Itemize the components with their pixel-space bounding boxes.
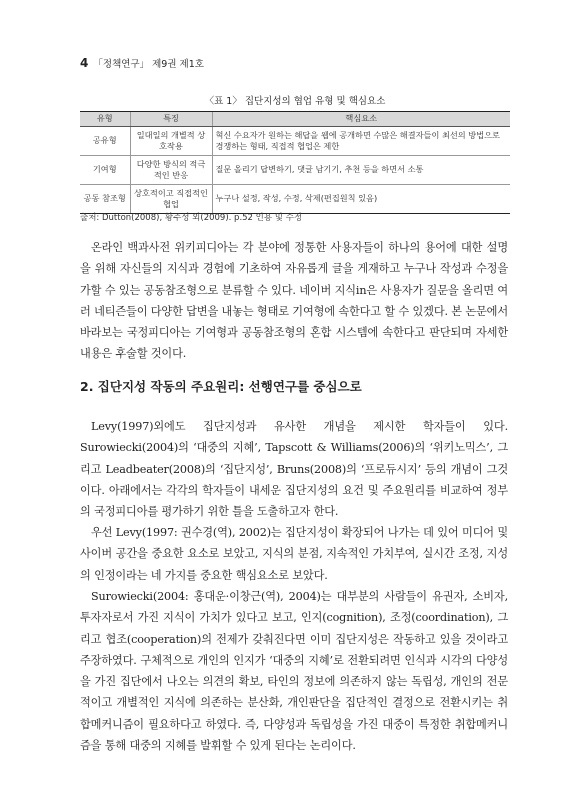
collaboration-type-table [80,111,510,214]
body-paragraph: Levy(1997)외에도 집단지성과 유사한 개념을 제시한 학자들이 있다. Surowiecki(2004)의 ‘대중의 지혜’, Tapscott & Williams(2006)의 ‘위키노믹스’, 그리고 Leadbeater(2008)의 ‘집단지성’, Bruns(2008)의 ‘프로듀시지’ 등의 개념이 그것이다. 아래에서는 각각의 학자들이 내세운 집단지성의 요건 및 주요원리를 비교하여 정부의 국정피디아를 평가하기 위한 틀을 도출하고자 한다. [80,420,508,519]
table-caption: 〈표 1〉 집단지성의 협업 유형 및 핵심요소 [204,96,386,107]
cell-type: 공유형 [80,127,130,156]
body-paragraph: 온라인 백과사전 위키피디아는 각 분야에 정통한 사용자들이 하나의 용어에 대한 설명을 위해 자신들의 지식과 경험에 기초하여 자유롭게 글을 게재하고 누구나 작성과 수정을 가할 수 있는 공동참조형으로 분류할 수 있다. 네이버 지식in은 사용자가 질문을 올리면 여러 네티즌들이 다양한 답변을 내놓는 형태로 기여형에 속한다고 할 수 있겠다. 본 논문에서 바라보는 국정피디아는 기여형과 공동참조형의 혼합 시스템에 속한다고 판단되며 자세한 내용은 후술할 것이다. [80,241,508,361]
cell-type: 공동 참조형 [80,185,130,214]
section-heading: 2. 집단지성 작동의 주요원리: 선행연구를 중심으로 [80,379,362,394]
page-number: 4 [80,56,89,70]
journal-title: 「정책연구」 제9권 제1호 [93,59,204,70]
running-header [80,56,204,70]
table-row [80,156,510,185]
cell-feature: 일대일의 개별적 상호작용 [130,127,212,156]
table-header-row [80,112,510,127]
cell-type: 기여형 [80,156,130,185]
cell-feature: 상호적이고 직접적인 협업 [130,185,212,214]
column-header-type: 유형 [80,112,130,127]
cell-core: 혁신 수요자가 원하는 해답을 웹에 공개하면 수많은 해결자들이 최선의 방법으로 경쟁하는 형태, 직접적 협업은 제한 [212,127,510,156]
body-paragraph: Surowiecki(2004: 홍대운·이창근(역), 2004)는 대부분의 사람들이 유권자, 소비자, 투자자로서 가진 지식이 가치가 있다고 보고, 인지(cognition), 조정(coordination), 그리고 협조(cooperation)의 전제가 갖춰진다면 이미 집단지성은 작동하고 있을 것이라고 주장하였다. 구체적으로 개인의 인지가 ‘대중의 지혜’로 전환되려면 인식과 시각의 다양성을 가진 집단에서 나오는 의견의 확보, 타인의 정보에 의존하지 않는 독립성, 개인의 전문적이고 개별적인 지식에 의존하는 분산화, 개인판단을 집단적인 결정으로 전환시키는 취합메커니즘이 필요하다고 하였다. 즉, 다양성과 독립성을 가진 대중이 특정한 취합메커니즘을 통해 대중의 지혜를 발휘할 수 있게 된다는 논리이다. [80,590,508,753]
column-header-core: 핵심요소 [212,112,510,127]
table-source-note: 출처: Dutton(2008), 황주성 외(2009). p.52 인용 및 수정 [80,213,303,223]
column-header-feature: 특징 [130,112,212,127]
table-row [80,185,510,214]
table-row [80,127,510,156]
cell-core: 누구나 설정, 작성, 수정, 삭제(편집원칙 있음) [212,185,510,214]
cell-core: 질문 올리기 답변하기, 댓글 남기기, 추천 등을 하면서 소통 [212,156,510,185]
body-paragraph: 우선 Levy(1997: 권수경(역), 2002)는 집단지성이 확장되어 나가는 데 있어 미디어 및 사이버 공간을 중요한 요소로 보았고, 지식의 분점, 지속적인 가치부여, 실시간 조정, 지성의 인정이라는 네 가지를 중요한 핵심요소로 보았다. [80,526,508,582]
cell-feature: 다양한 방식의 적극적인 반응 [130,156,212,185]
